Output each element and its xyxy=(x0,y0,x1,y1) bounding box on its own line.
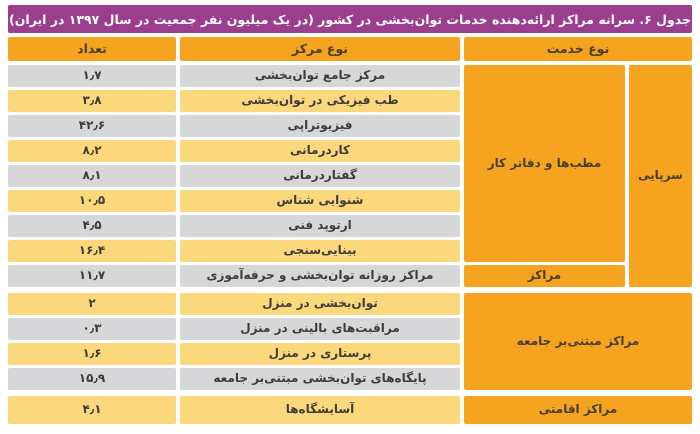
service-cell-community: مراکز مبتنی‌بر جامعه xyxy=(464,293,692,390)
count-cell: ۳٫۸ xyxy=(8,90,176,112)
center-type-cell: ارتوپد فنی xyxy=(180,215,460,237)
center-type-cell: مرکز جامع توان‌بخشی xyxy=(180,65,460,87)
table-header-row xyxy=(8,37,692,61)
center-type-column xyxy=(180,65,460,287)
center-type-cell: پرستاری در منزل xyxy=(180,343,460,365)
center-type-cell: مراکز روزانه توان‌بخشی و حرفه‌آموزی xyxy=(180,265,460,287)
center-type-cell: توان‌بخشی در منزل xyxy=(180,293,460,315)
center-type-cell: مراقبت‌های بالینی در منزل xyxy=(180,318,460,340)
center-type-cell: کاردرمانی xyxy=(180,140,460,162)
count-column xyxy=(8,65,176,287)
count-column xyxy=(8,396,176,424)
service-cell-outpatient: سرپایی xyxy=(629,65,692,287)
center-type-cell: پایگاه‌های توان‌بخشی مبتنی‌بر جامعه xyxy=(180,368,460,390)
service-subcolumn xyxy=(464,65,625,287)
section-residential xyxy=(8,396,692,424)
count-cell: ۸٫۱ xyxy=(8,165,176,187)
table-title: جدول ۶. سرانه مراکز ارائه‌دهنده خدمات توان‌بخشی در کشور (در یک میلیون نفر جمعیت در سال ۱۳۹۷ در ایران) xyxy=(8,5,692,33)
section-community xyxy=(8,293,692,390)
col-header-service-type: نوع خدمت xyxy=(464,37,692,61)
service-cell-residential: مراکز اقامتی xyxy=(464,396,692,424)
count-cell: ۴٫۱ xyxy=(8,396,176,424)
service-area-outpatient xyxy=(464,65,692,287)
center-type-column xyxy=(180,396,460,424)
center-type-cell: شنوایی شناس xyxy=(180,190,460,212)
center-type-cell: فیزیوتراپی xyxy=(180,115,460,137)
col-header-center-type: نوع مرکز xyxy=(180,37,460,61)
count-cell: ۲ xyxy=(8,293,176,315)
count-cell: ۱٫۷ xyxy=(8,65,176,87)
center-type-cell: گفتاردرمانی xyxy=(180,165,460,187)
center-type-column xyxy=(180,293,460,390)
center-type-cell: آسایشگاه‌ها xyxy=(180,396,460,424)
count-column xyxy=(8,293,176,390)
count-cell: ۱۵٫۹ xyxy=(8,368,176,390)
count-cell: ۱۶٫۴ xyxy=(8,240,176,262)
count-cell: ۴۲٫۶ xyxy=(8,115,176,137)
section-outpatient xyxy=(8,65,692,287)
count-cell: ۴٫۵ xyxy=(8,215,176,237)
center-type-cell: طب فیزیکی در توان‌بخشی xyxy=(180,90,460,112)
service-cell-offices: مطب‌ها و دفاتر کار xyxy=(464,65,625,262)
count-cell: ۱٫۶ xyxy=(8,343,176,365)
count-cell: ۱۱٫۷ xyxy=(8,265,176,287)
col-header-count: تعداد xyxy=(8,37,176,61)
count-cell: ۰٫۳ xyxy=(8,318,176,340)
count-cell: ۸٫۲ xyxy=(8,140,176,162)
center-type-cell: بینایی‌سنجی xyxy=(180,240,460,262)
count-cell: ۱۰٫۵ xyxy=(8,190,176,212)
service-cell-centers: مراکز xyxy=(464,265,625,287)
